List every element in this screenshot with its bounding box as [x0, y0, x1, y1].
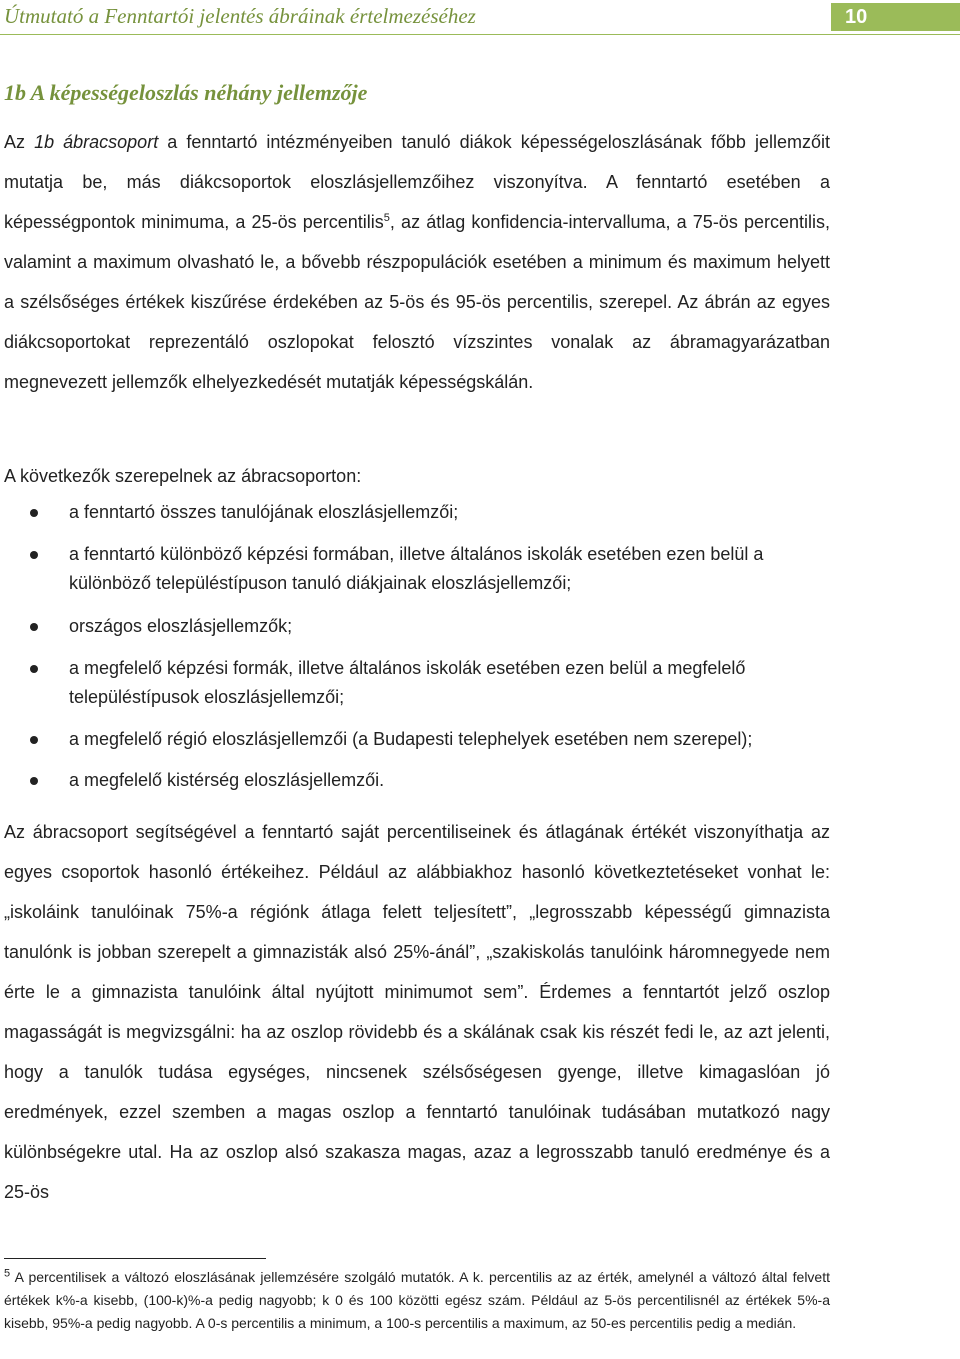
intro-text-1: Az	[4, 132, 35, 152]
intro-text-2: a fenntartó intézményeiben tanuló diákok képességeloszlásának főbb jellemzőit mutatja be, más diákcsoportok eloszlásjellemzőihez viszonyítva. A fenntartó esetében a képességpontok minimuma, a 25-ös percentilis	[4, 132, 830, 232]
section-title: 1b A képességeloszlás néhány jellemzője	[4, 80, 368, 105]
footnote-ref: 5	[383, 212, 390, 224]
bullet-icon	[30, 509, 38, 517]
page-number-badge: 10	[831, 3, 960, 31]
bullet-icon	[30, 736, 38, 744]
bullet-icon	[30, 777, 38, 785]
body-paragraph: Az ábracsoport segítségével a fenntartó saját percentiliseinek és átlagának értékét viszonyíthatja az egyes csoportok hasonló értékeihez. Például az alábbiakhoz hasonló következtetéseket vonhat le: „iskoláink tanulóinak 75%-a régiónk átlaga felett teljesített”, „legrosszabb képességű gimnazista tanulónk is jobban szerepelt a gimnazisták alsó 25%-ánál”, „szakiskolás tanulóink háromnegyede nem érte le a gimnazista tanulóink által nyújtott minimumot sem”. Érdemes a fenntartót jelző oszlop magasságát is megvizsgálni: ha az oszlop rövidebb és a skálának csak kis részét fedi le, az azt jelenti, hogy a tanulók tudása egységes, nincsenek szélsőségesen gyenge, illetve kimagaslóan jó eredmények, ezzel szemben a magas oszlop a fenntartó tanulóinak tudásában mutatkozó nagy különbségekre utal. Ha az oszlop alsó szakasza magas, azaz a legrosszabb tanuló eredménye és a 25-ös	[4, 822, 830, 1202]
bullet-icon	[30, 623, 38, 631]
bullet-icon	[30, 551, 38, 559]
header-title: Útmutató a Fenntartói jelentés ábráinak értelmezéséhez	[4, 4, 476, 28]
list-item: a fenntartó különböző képzési formában, illetve általános iskolák esetében ezen belül a különböző településtípuson tanuló diákjainak eloszlásjellemzői;	[4, 540, 834, 598]
list-item: a fenntartó összes tanulójának eloszlásjellemzői;	[4, 498, 834, 527]
list-intro: A következők szerepelnek az ábracsoporton:	[4, 466, 362, 486]
list-item: országos eloszlásjellemzők;	[4, 612, 834, 641]
figure-group-name: 1b ábracsoport	[34, 132, 159, 152]
footnote-divider	[4, 1258, 266, 1259]
header-divider	[0, 34, 960, 35]
list-item: a megfelelő kistérség eloszlásjellemzői.	[4, 766, 834, 795]
list-item: a megfelelő képzési formák, illetve általános iskolák esetében ezen belül a megfelelő településtípusok eloszlásjellemzői;	[4, 654, 834, 712]
footnote	[4, 1266, 830, 1335]
list-item: a megfelelő régió eloszlásjellemzői (a Budapesti telephelyek esetében nem szerepel);	[4, 725, 834, 754]
intro-paragraph	[4, 122, 830, 402]
intro-text-3: , az átlag konfidencia-intervalluma, a 75-ös percentilis, valamint a maximum olvasható le, a bővebb részpopulációk esetében a minimum és maximum helyett a szélsőséges értékek kiszűrése érdekében az 5-ös és 95-ös percentilis, szerepel. Az ábrán az egyes diákcsoportokat reprezentáló oszlopokat felosztó vízszintes vonalak az ábramagyarázatban megnevezett jellemzők elhelyezkedését mutatják képességskálán.	[4, 212, 830, 392]
footnote-text: A percentilisek a változó eloszlásának jellemzésére szolgáló mutatók. A k. percentilis az az érték, amelynél a változó által felvett értékek k%-a kisebb, (100-k)%-a pedig nagyobb; k 0 és 100 közötti egész szám. Például az 5-ös percentilisnél az értékek 5%-a kisebb, 95%-a pedig nagyobb. A 0-s percentilis a minimum, a 100-s percentilis a maximum, az 50-es percentilis pedig a medián.	[4, 1269, 830, 1331]
footnote-mark: 5	[4, 1267, 11, 1280]
page-header	[0, 0, 960, 40]
bullet-icon	[30, 665, 38, 673]
